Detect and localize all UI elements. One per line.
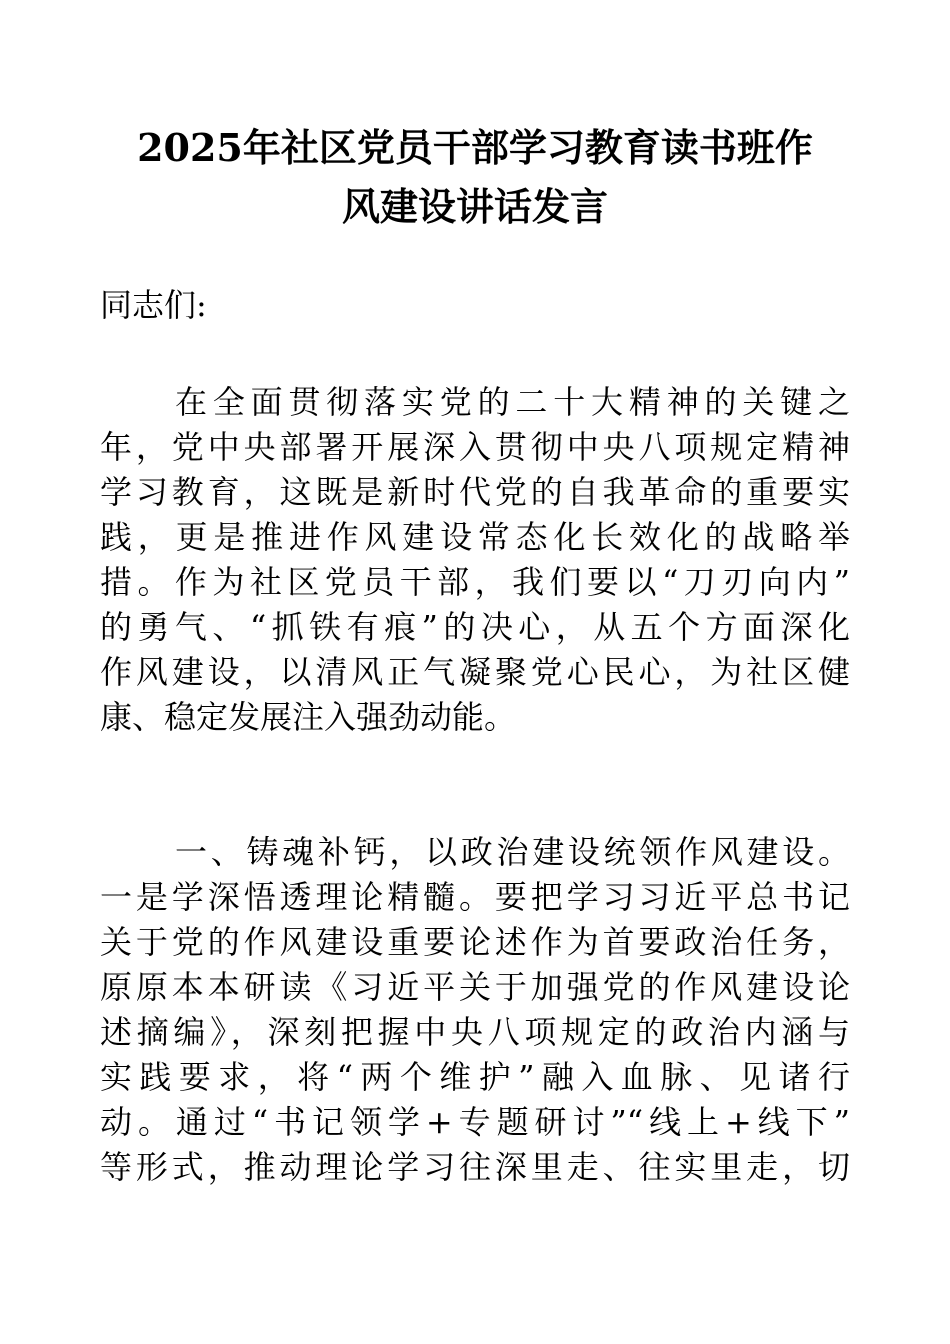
title-line: 风建设讲话发言: [341, 184, 608, 229]
paragraph-line: 在全面贯彻落实党的二十大精神的关键之: [175, 383, 850, 421]
salutation: 同志们:: [100, 286, 207, 324]
paragraph-line: 措。作为社区党员干部，我们要以“刀刃向内”: [100, 563, 850, 601]
paragraph-line: 实践要求，将“两个维护”融入血脉、见诸行: [100, 1058, 850, 1096]
paragraph-line: 一是学深悟透理论精髓。要把学习习近平总书记: [100, 878, 850, 916]
paragraph-line: 动。通过“书记领学+专题研讨”“线上+线下”: [100, 1103, 850, 1141]
paragraph-line: 等形式，推动理论学习往深里走、往实里走，切: [100, 1148, 850, 1186]
paragraph-intro: [100, 380, 850, 740]
paragraph-section-1: [100, 830, 850, 1190]
paragraph-line: 的勇气、“抓铁有痕”的决心，从五个方面深化: [100, 608, 850, 646]
paragraph-line: 康、稳定发展注入强劲动能。: [100, 698, 517, 736]
paragraph-line: 述摘编》，深刻把握中央八项规定的政治内涵与: [100, 1013, 850, 1051]
paragraph-line: 年，党中央部署开展深入贯彻中央八项规定精神: [100, 428, 850, 466]
paragraph-line: 践，更是推进作风建设常态化长效化的战略举: [100, 518, 850, 556]
title-line: 2025年社区党员干部学习教育读书班作: [137, 125, 813, 170]
paragraph-line: 原原本本研读《习近平关于加强党的作风建设论: [100, 968, 850, 1006]
paragraph-line: 作风建设，以清风正气凝聚党心民心，为社区健: [100, 653, 850, 691]
paragraph-line: 关于党的作风建设重要论述作为首要政治任务，: [100, 923, 850, 961]
paragraph-line: 学习教育，这既是新时代党的自我革命的重要实: [100, 473, 850, 511]
document-title: [100, 118, 850, 236]
section-heading-line: 一、铸魂补钙，以政治建设统领作风建设。: [175, 833, 850, 871]
